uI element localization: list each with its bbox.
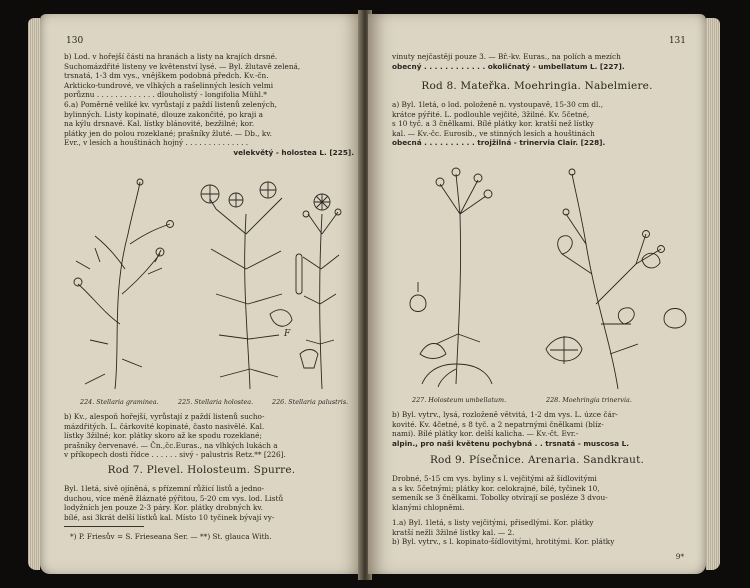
footnote: *) P. Friesův = S. Frieseana Ser. — **) St. glauca With. xyxy=(70,532,272,541)
text-line: b) Byl. vytrv., s l. kopinato-šídlovitými, hrotitými. Kor. plátky xyxy=(392,537,615,547)
figure-caption-226: 226. Stellaria palustris. xyxy=(272,398,349,406)
text-line: s 10 tyč. a 3 čnělkami. Bílé plátky kor. kratší než lístky xyxy=(392,119,594,129)
text-line: Suchomázdřité listeny ve květenství lysé. — Byl. žlutavě zelená, xyxy=(64,61,301,71)
stellaria-illustration xyxy=(60,174,360,396)
text-line: kovité. Kv. 4četné, s 8 tyč. a 2 nepatrnými čnělkami (blíz- xyxy=(392,419,604,429)
svg-text:F: F xyxy=(284,329,291,339)
left-page xyxy=(40,14,363,574)
text-line: porůznu . . . . . . . . . . . . . dlouholistý - longifolia Mühl.* xyxy=(64,90,267,100)
text-line: kratší nežli 3žilné lístky kal. — 2. xyxy=(392,527,515,537)
text-line: trsnatá, 1-3 dm vys., vnějškem podobná předch. Kv.-čn. xyxy=(64,71,269,81)
holosteum-moehringia-illustration xyxy=(396,154,696,394)
text-line: semeník se 3 čnělkami. Tobolky otvírají se posléze 3 dvou- xyxy=(392,493,608,503)
text-block-6b xyxy=(64,412,354,460)
text-line: b) Lod. v hořejší části na hranách a listy na krajích drsné. xyxy=(64,52,278,61)
text-line: mázdřitých. L. čárkovité kopinaté, často nasivělé. Kal. xyxy=(64,421,265,431)
text-line: lístky 3žilné; kor. plátky skoro až ke spodu rozeklané; xyxy=(64,431,262,441)
text-line: Drobné, 5-15 cm vys. byliny s l. vejčitými až šídlovitými xyxy=(392,474,597,483)
text-line: a s kv. 5četnými; plátky kor. celokrajné, bílé, tyčinek 10, xyxy=(392,483,600,493)
text-line: klanými chlopněmi. xyxy=(392,502,465,512)
left-page-edges xyxy=(28,18,40,570)
footnote-rule xyxy=(64,526,144,527)
text-block-arenaria-key xyxy=(392,518,692,547)
signature-mark: 9* xyxy=(675,552,684,561)
text-block-moehringia-a xyxy=(392,100,692,148)
text-line: plátky jen do polou rozeklané; prašníky žluté. — Db., kv. xyxy=(64,128,272,138)
figure-caption-225: 225. Stellaria holostea. xyxy=(178,398,254,406)
genus-heading-moehringia: Rod 8. Mateřka. Moehringia. Nabelmiere. xyxy=(421,80,653,92)
text-line: na kýlu drsnavé. Kal. lístky blánovité, bezžilné; kor. xyxy=(64,119,255,129)
text-line: b) Byl. vytrv., lysá, rozloženě větvitá, 1-2 dm vys. L. úzce čár- xyxy=(392,410,618,419)
text-line: nami). Bílé plátky kor. delší kalicha. — Kv.-čt. Evr.- xyxy=(392,429,579,439)
text-line: bylinných. Listy kopinaté, dlouze zakončité, po kraji a xyxy=(64,109,263,119)
text-line: duchou, více méně žláznaté pýřitou, 5-20 cm vys. lod. Listů xyxy=(64,493,284,503)
text-line: Evr., v lesích a houštinách hojný . . . . . . . . . . . . . . xyxy=(64,138,249,148)
text-line: lodyžních jen pouze 2-3 páry. Kor. plátky drobných kv. xyxy=(64,503,263,513)
text-block-continuation xyxy=(392,52,692,71)
page-number: 131 xyxy=(668,36,686,46)
text-line: Arkticko-tundrové, ve vlhkých a rašelinných lesích velmi xyxy=(64,80,274,90)
genus-heading-arenaria: Rod 9. Písečnice. Arenaria. Sandkraut. xyxy=(429,454,645,466)
text-block-moehringia-b xyxy=(392,410,692,448)
text-line: obecná . . . . . . . . . . trojžilná - trinervia Clair. [228]. xyxy=(392,138,606,148)
text-line: prašníky červenavé. — Čn.,čc.Euras., na vlhkých lukách a xyxy=(64,440,278,450)
text-line: krátce pýřité. L. podlouhle vejčité, 3žilné. Kv. 5četné, xyxy=(392,109,590,119)
figure-caption-228: 228. Moehringia trinervia. xyxy=(546,396,632,404)
right-page-edges xyxy=(706,18,720,570)
figure-caption-227: 227. Holosteum umbellatum. xyxy=(412,396,507,404)
text-block-b xyxy=(64,52,354,158)
right-page xyxy=(368,14,706,574)
text-line: b) Kv., alespoň hořejší, vyrůstají z paždí listenů sucho- xyxy=(64,412,265,421)
text-line: alpin., pro naši květenu pochybná . . trsnatá - muscosa L. xyxy=(392,438,630,448)
genus-heading-holosteum: Rod 7. Plevel. Holosteum. Spurre. xyxy=(107,464,296,476)
text-line: velekvětý - holostea L. [225]. xyxy=(233,147,354,157)
text-block-holosteum xyxy=(64,484,354,522)
figure-caption-224: 224. Stellaria graminea. xyxy=(80,398,159,406)
text-line: a) Byl. 1letá, o lod. položeně n. vystoupavě, 15-30 cm dl., xyxy=(392,100,604,109)
text-line: v příkopech dosti řídce . . . . . . sivý - palustris Retz.** [226]. xyxy=(64,450,286,460)
text-line: 6.a) Poměrně veliké kv. vyrůstají z paždí listenů zelených, xyxy=(64,99,277,109)
text-line: kal. — Kv.-čc. Eurosib., ve stinných lesích a houštinách xyxy=(392,128,595,138)
page-number: 130 xyxy=(66,36,84,46)
text-line: 1.a) Byl. 1letá, s listy vejčitými, přisedlými. Kor. plátky xyxy=(392,518,594,527)
text-block-arenaria xyxy=(392,474,692,512)
text-line: Byl. 1letá, sivě ojíněná, s přízemní růžicí listů a jedno- xyxy=(64,484,265,493)
text-line: obecný . . . . . . . . . . . . okoličnatý - umbellatum L. [227]. xyxy=(392,61,625,71)
text-line: bílé, asi 3krát delší lístků kal. Místo 10 tyčinek bývají vy- xyxy=(64,512,275,522)
text-line: vinuty nejčastěji pouze 3. — Bř.-kv. Euras., na polích a mezích xyxy=(392,52,621,61)
